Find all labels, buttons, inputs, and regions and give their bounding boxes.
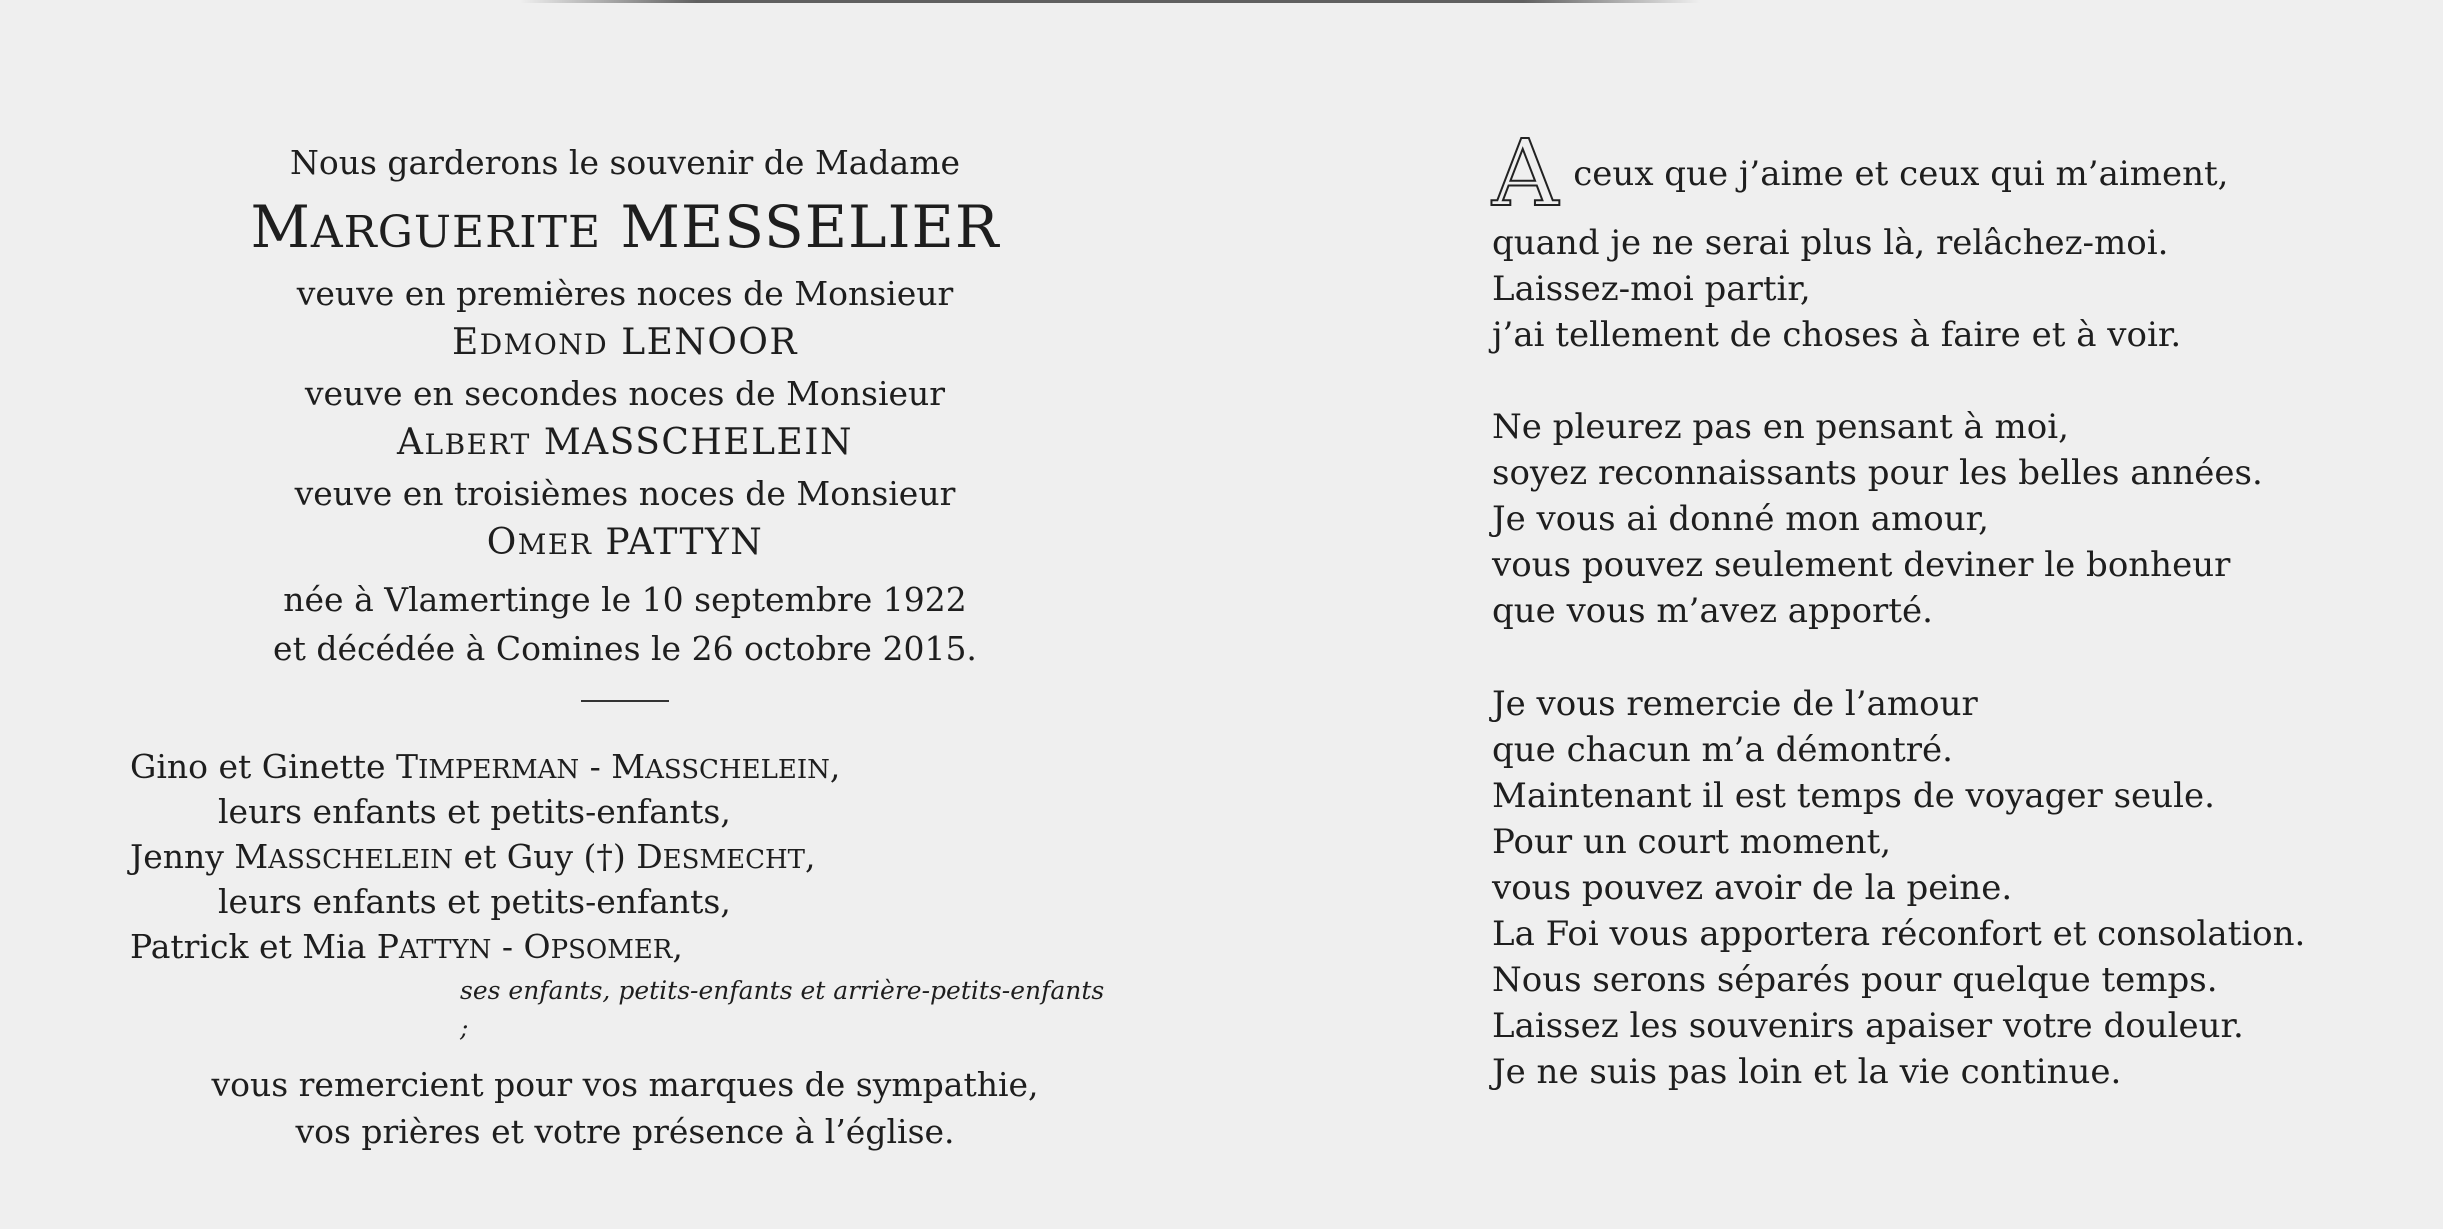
poem-line: que vous m’avez apporté. (1492, 591, 1933, 632)
poem-stanza-1 (1492, 120, 2392, 358)
poem-line: La Foi vous apportera réconfort et consolation. (1492, 913, 2306, 954)
family-line-2: Jenny MASSCHELEIN et Guy (†) DESMECHT, (130, 836, 816, 876)
family-line-1-sub: leurs enfants et petits-enfants, (218, 791, 731, 831)
poem-line: A ceux que j’aime et ceux qui m’aiment, (1492, 120, 2229, 227)
family-list (130, 744, 1120, 1047)
poem-line: Nous serons séparés pour quelque temps. (1492, 959, 2218, 1000)
drop-cap: A (1492, 120, 1559, 227)
poem-line: Laissez-moi partir, (1492, 269, 1811, 310)
thanks-line-2: vos prières et votre présence à l’église. (295, 1112, 955, 1152)
poem-line: soyez reconnaissants pour les belles années. (1492, 453, 2263, 494)
death-line: et décédée à Comines le 26 octobre 2015. (273, 629, 977, 669)
poem-line: Maintenant il est temps de voyager seule. (1492, 775, 2215, 816)
poem-line: vous pouvez avoir de la peine. (1492, 867, 2013, 908)
poem-line: vous pouvez seulement deviner le bonheur (1492, 545, 2231, 586)
marriage-line-1: veuve en premières noces de Monsieur (296, 273, 954, 313)
spouse-name-2: ALBERT MASSCHELEIN (396, 422, 853, 464)
poem (1492, 120, 2392, 1141)
spouse-name-1: EDMOND LENOOR (451, 322, 799, 364)
poem-line: Laissez les souvenirs apaiser votre douleur. (1492, 1005, 2244, 1046)
deceased-name: MARGUERITE MESSELIER (250, 192, 1000, 261)
intro-line: Nous garderons le souvenir de Madame (289, 143, 961, 182)
thanks-block (130, 1061, 1120, 1157)
memorial-left-page (130, 138, 1120, 1156)
family-line-3: Patrick et Mia PATTYN - OPSOMER, (130, 927, 683, 967)
poem-line: Je vous remercie de l’amour (1492, 683, 1978, 724)
card-fold-line (520, 0, 1700, 3)
marriage-line-2: veuve en secondes noces de Monsieur (304, 373, 946, 413)
grandchildren-line: ses enfants, petits-enfants et arrière-petits-enfants ; (460, 975, 1105, 1043)
family-line-1: Gino et Ginette TIMPERMAN - MASSCHELEIN, (130, 746, 841, 786)
family-line-2-sub: leurs enfants et petits-enfants, (218, 882, 731, 922)
marriage-line-3: veuve en troisièmes noces de Monsieur (294, 473, 956, 513)
poem-line: Je ne suis pas loin et la vie continue. (1492, 1052, 2122, 1092)
poem-line: Pour un court moment, (1492, 821, 1892, 862)
birth-line: née à Vlamertinge le 10 septembre 1922 (283, 579, 967, 619)
thanks-line-1: vous remercient pour vos marques de sympathie, (211, 1064, 1039, 1104)
poem-stanza-3 (1492, 681, 2392, 1096)
poem-line: que chacun m’a démontré. (1492, 729, 1953, 770)
divider (581, 700, 669, 702)
poem-line: Ne pleurez pas en pensant à moi, (1492, 407, 2069, 448)
poem-line: j’ai tellement de choses à faire et à voir. (1492, 315, 2182, 356)
poem-line: Je vous ai donné mon amour, (1492, 499, 1989, 540)
poem-line: quand je ne serai plus là, relâchez-moi. (1492, 223, 2169, 263)
poem-stanza-2 (1492, 404, 2392, 634)
spouse-name-3: OMER PATTYN (486, 522, 764, 564)
